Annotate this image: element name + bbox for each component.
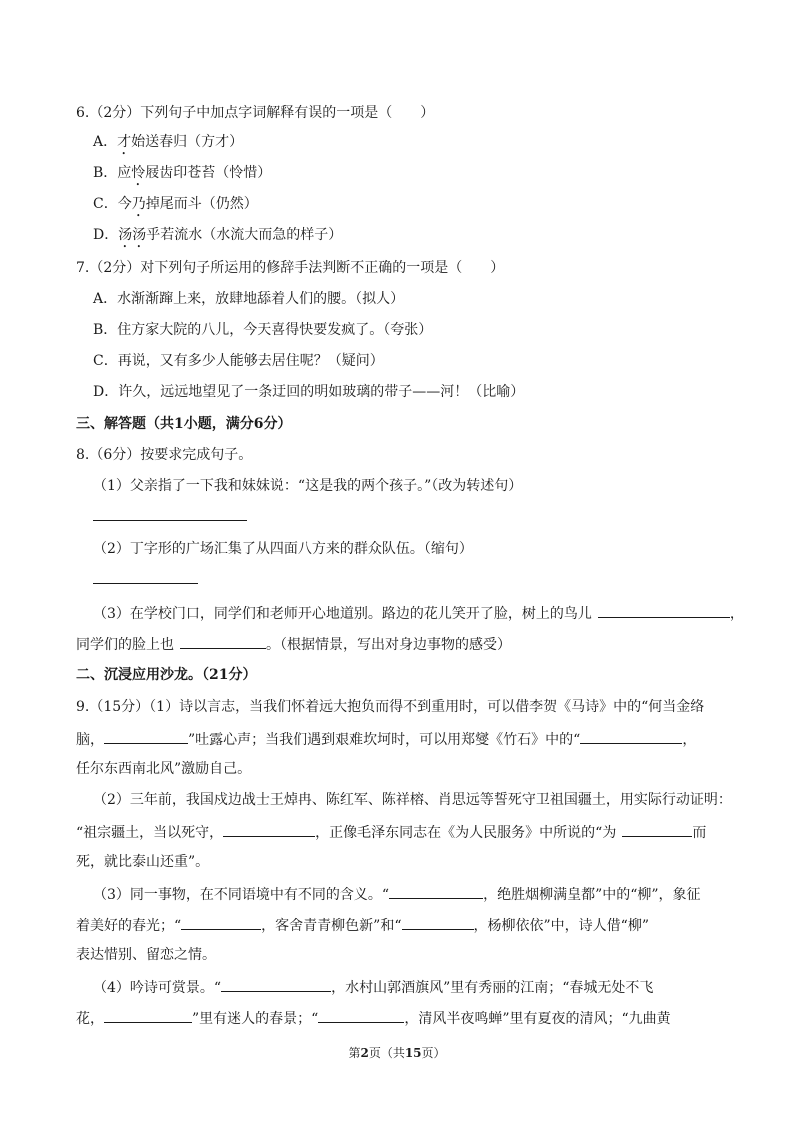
- q7-option-c[interactable]: C．再说，又有多少人能够去居住呢？（疑问）: [93, 353, 384, 369]
- fill-blank[interactable]: [180, 633, 266, 649]
- q9-p2-line2: “祖宗疆土，当以死守， ，正像毛泽东同志在《为人民服务》中所说的“为 而: [76, 821, 706, 843]
- page-total: 15: [404, 1046, 422, 1060]
- section-heading-3: 三、解答题（共1小题，满分6分）: [76, 416, 292, 432]
- q9-p3-line3: 表达惜别、留恋之情。: [76, 947, 216, 963]
- q6-option-d[interactable]: D．汤汤乎若流水（水流大而急的样子）: [93, 227, 343, 243]
- q9-p4-line1: （4）吟诗可赏景。“ ，水村山郭酒旗风”里有秀丽的江南；“春城无处不飞: [93, 976, 653, 998]
- q7-option-b[interactable]: B．住方家大院的八儿，今天喜得快要发疯了。（夸张）: [93, 322, 433, 338]
- q6-option-c[interactable]: C．今乃掉尾而斗（仍然）: [93, 196, 258, 212]
- q6-option-a[interactable]: A．才始送春归（方才）: [93, 134, 244, 150]
- q9-p3-line2: 着美好的春光；“ ，客舍青青柳色新”和“ ，杨柳依依”中，诗人借“柳”: [76, 914, 649, 936]
- dotted-word: 才: [117, 134, 132, 150]
- q9-line2: 脑， ”吐露心声；当我们遇到艰难坎坷时，可以用郑燮《竹石》中的“ ，: [76, 728, 696, 750]
- page-number: 2: [360, 1046, 369, 1060]
- section-heading-2: 二、沉浸应用沙龙。（21分）: [76, 667, 257, 683]
- fill-blank[interactable]: [104, 728, 188, 744]
- q9-p2-line1: （2）三年前，我国戍边战士王焯冉、陈红军、陈祥榕、肖思远等誓死守卫祖国疆土，用实际行动证明：: [93, 792, 732, 808]
- q9-p4-line2: 花， ”里有迷人的春景；“ ，清风半夜鸣蝉”里有夏夜的清风；“九曲黄: [76, 1007, 671, 1029]
- q8-sub3-line2: 同学们的脸上也 。（根据情景，写出对身边事物的感受）: [76, 633, 511, 655]
- page-footer: 第2页（共15页）: [348, 1046, 446, 1060]
- q9-p3-line1: （3）同一事物，在不同语境中有不同的含义。“ ，绝胜烟柳满皇都”中的“柳”，象征: [93, 883, 701, 905]
- fill-blank[interactable]: [223, 821, 315, 837]
- fill-blank[interactable]: [622, 821, 692, 837]
- dotted-word: 汤汤: [118, 227, 147, 243]
- q9-line3: 任尔东西南北风”激励自己。: [76, 761, 252, 777]
- q8-sub1: （1）父亲指了一下我和妹妹说：“这是我的两个孩子。”（改为转述句）: [93, 478, 523, 494]
- q8-sub1-answer-line[interactable]: [93, 520, 247, 521]
- dotted-word: 乃: [131, 196, 146, 212]
- fill-blank[interactable]: [181, 914, 261, 930]
- q8-sub2: （2）丁字形的广场汇集了从四面八方来的群众队伍。（缩句）: [93, 541, 473, 557]
- q8-sub3-line1: （3）在学校门口，同学们和老师开心地道别。路边的花儿笑开了脸，树上的鸟儿 ，: [93, 602, 744, 624]
- q9-line1: 9.（15分）（1）诗以言志，当我们怀着远大抱负而得不到重用时，可以借李贺《马诗》中的“何当金络: [76, 699, 705, 715]
- fill-blank[interactable]: [580, 728, 682, 744]
- q7-option-d[interactable]: D．许久，远远地望见了一条迂回的明如玻璃的带子——河！（比喻）: [93, 384, 525, 400]
- q9-p2-line3: 死，就比泰山还重”。: [76, 854, 210, 870]
- q7-option-a[interactable]: A．水渐渐蹿上来，放肆地舔着人们的腰。（拟人）: [93, 291, 405, 307]
- dotted-word: 怜: [131, 165, 146, 181]
- fill-blank[interactable]: [318, 1007, 404, 1023]
- q7-stem: 7.（2分）对下列句子所运用的修辞手法判断不正确的一项是（ ）: [76, 260, 505, 276]
- fill-blank[interactable]: [598, 602, 730, 618]
- fill-blank[interactable]: [104, 1007, 192, 1023]
- fill-blank[interactable]: [221, 976, 331, 992]
- fill-blank[interactable]: [402, 914, 474, 930]
- q8-stem: 8.（6分）按要求完成句子。: [76, 447, 253, 463]
- q8-sub2-answer-line[interactable]: [93, 583, 198, 584]
- fill-blank[interactable]: [389, 883, 483, 899]
- q6-stem: 6.（2分）下列句子中加点字词解释有误的一项是（ ）: [76, 105, 435, 121]
- q6-option-b[interactable]: B．应怜屐齿印苍苔（怜惜）: [93, 165, 272, 181]
